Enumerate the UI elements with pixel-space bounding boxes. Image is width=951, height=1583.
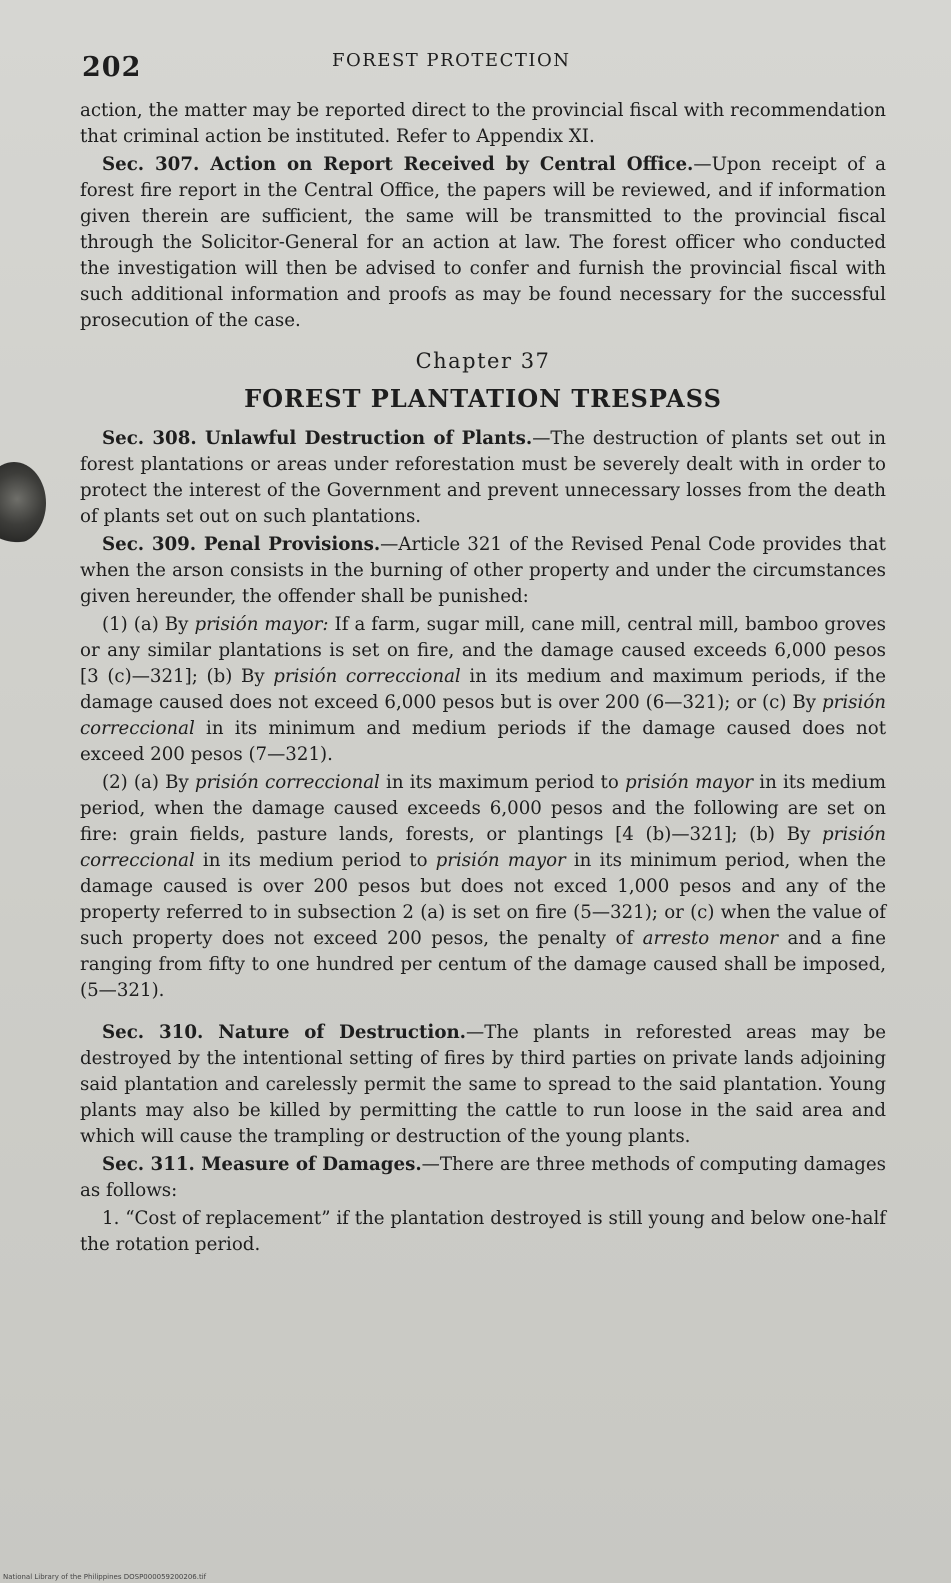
section-text: —The plants in reforested areas may be destroyed by the intentional setting of fires by third parties on private lands adjoining said plantation and carelessly permit the same to spread to the said plantation. Young plants may also be killed by permitting the cattle to run loose in the said area and which will cause the trampling or destruction of the young plants. bbox=[80, 1022, 886, 1147]
section-307 bbox=[80, 152, 886, 334]
list-item-1: 1. “Cost of replacement” if the plantation destroyed is still young and below one-half the rotation period. bbox=[80, 1208, 886, 1255]
paragraph-intro: action, the matter may be reported direct to the provincial fiscal with recommendation that criminal action be instituted. Refer to Appendix XI. bbox=[80, 100, 886, 147]
section-heading: Sec. 310. Nature of Destruction. bbox=[102, 1022, 467, 1043]
section-heading: Sec. 311. Measure of Damages. bbox=[102, 1154, 422, 1175]
section-heading: Sec. 309. Penal Provisions. bbox=[102, 534, 381, 555]
section-text: —The destruction of plants set out in forest plantations or areas under reforestation must be severely dealt with in order to protect the interest of the Government and prevent unnecessary losses from the death of plants set out on such plantations. bbox=[80, 428, 886, 527]
subsection-2: (2) (a) By prisión correccional in its maximum period to prisión mayor in its medium period, when the damage caused exceeds 6,000 pesos and the following are set on fire: grain fields, pasture lands, forests, or plantings [4 (b)—321]; (b) By prisión correccional in its medium period to prisión mayor in its minimum period, when the damage caused is over 200 pesos but does not exced 1,000 pesos and any of the property referred to in subsection 2 (a) is set on fire (5—321); or (c) when the value of such property does not exceed 200 pesos, the penalty of arresto menor and a fine ranging from fifty to one hundred per centum of the damage caused shall be imposed, (5—321). bbox=[80, 772, 886, 1001]
binding-hole bbox=[0, 462, 46, 544]
section-310 bbox=[80, 1020, 886, 1150]
running-title: FOREST PROTECTION bbox=[332, 50, 571, 71]
section-heading: Sec. 307. Action on Report Received by Central Office. bbox=[102, 154, 694, 175]
page-number: 202 bbox=[82, 52, 142, 83]
section-311 bbox=[80, 1152, 886, 1204]
section-309 bbox=[80, 532, 886, 610]
section-308 bbox=[80, 426, 886, 530]
subsection-1: (1) (a) By prisión mayor: If a farm, sugar mill, cane mill, central mill, bamboo groves or any similar plantations is set on fire, and the damage caused exceeds 6,000 pesos [3 (c)—321]; (b) By prisión correccional in its medium and maximum periods, if the damage caused does not exceed 6,000 pesos but is over 200 (6—321); or (c) By prisión correccional in its minimum and medium periods if the damage caused does not exceed 200 pesos (7—321). bbox=[80, 614, 887, 765]
section-text: —Article 321 of the Revised Penal Code provides that when the arson consists in the burning of other property and under the circumstances given hereunder, the offender shall be punished: bbox=[80, 534, 886, 607]
chapter-label: Chapter 37 bbox=[415, 349, 551, 373]
page-header bbox=[82, 44, 881, 84]
section-text: —There are three methods of computing damages as follows: bbox=[80, 1154, 886, 1201]
section-text: —Upon receipt of a forest fire report in the Central Office, the papers will be reviewed, and if information given therein are sufficient, the same will be transmitted to the provincial fiscal through the Solicitor-General for an action at law. The forest officer who conducted the investigation will then be advised to confer and furnish the provincial fiscal with such additional information and proofs as may be found necessary for the successful prosecution of the case. bbox=[80, 154, 886, 331]
scan-credit: National Library of the Philippines DOSP000059200206.tif bbox=[3, 1573, 207, 1581]
section-heading: Sec. 308. Unlawful Destruction of Plants. bbox=[102, 428, 533, 449]
chapter-title: FOREST PLANTATION TRESPASS bbox=[244, 384, 722, 413]
page-body bbox=[80, 98, 886, 1260]
